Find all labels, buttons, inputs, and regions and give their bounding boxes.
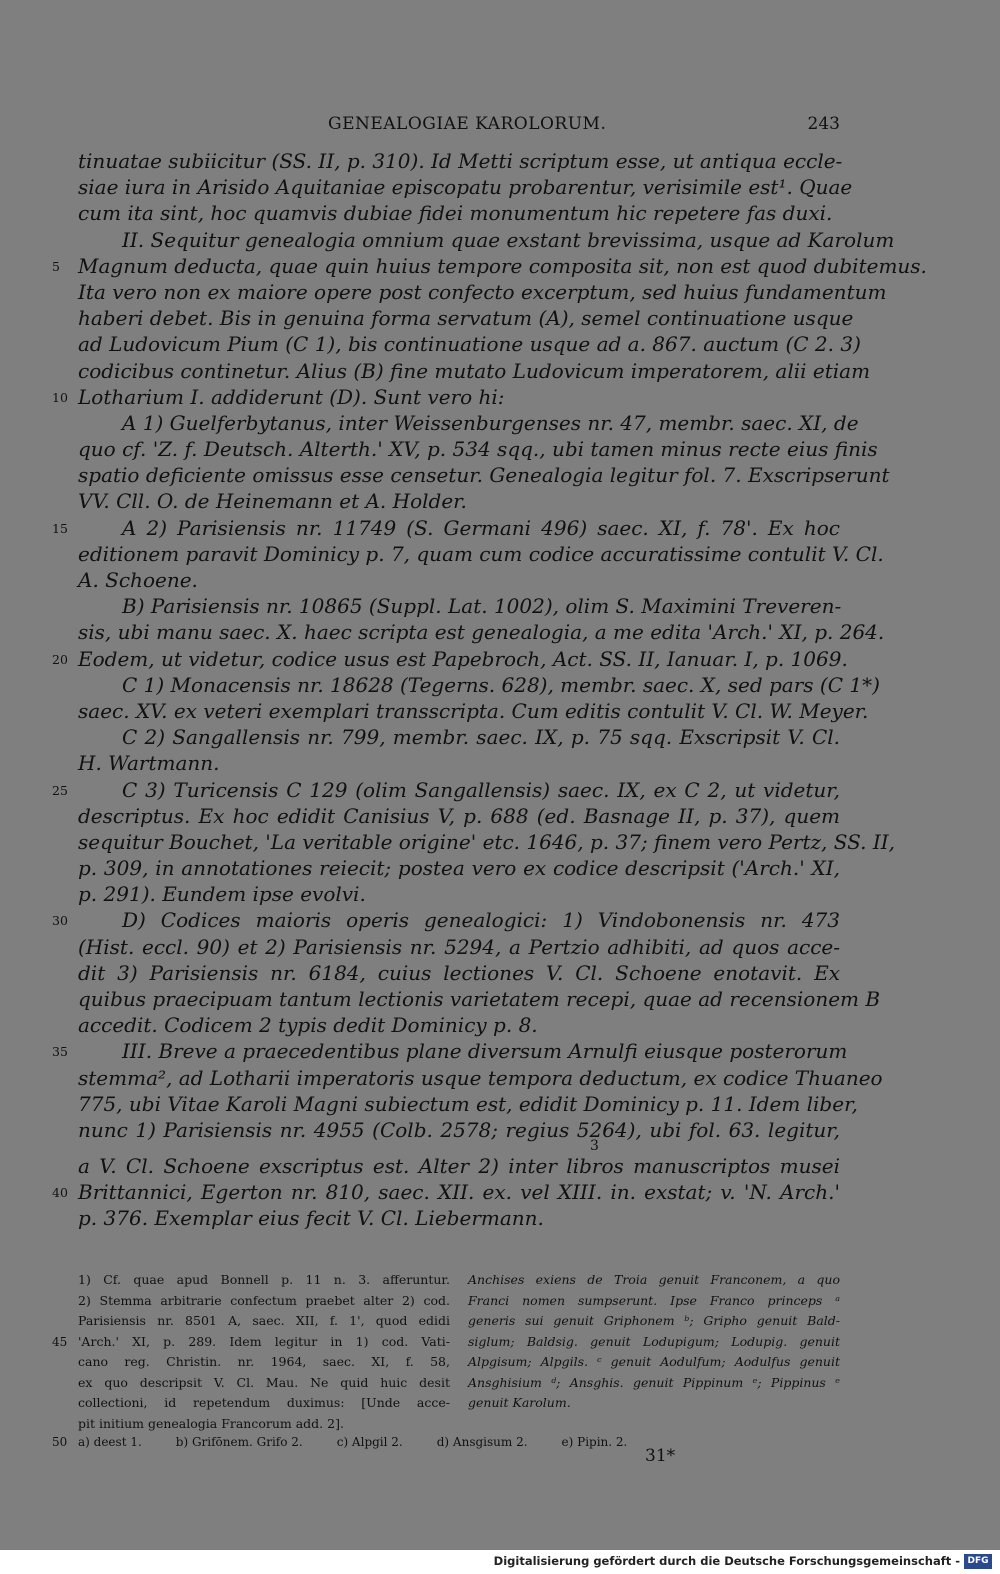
text-line (52, 907, 840, 933)
footnotes-right-column (468, 1270, 840, 1414)
footnote-text: 2) Stemma arbitrarie confectum praebet alter 2) cod. (78, 1292, 450, 1308)
text-line (78, 960, 840, 986)
text-line (78, 541, 884, 567)
line-number: 10 (52, 389, 68, 405)
genealogy-line (468, 1311, 840, 1332)
line-number: 35 (52, 1044, 68, 1060)
line-text: descriptus. Ex hoc edidit Canisius V, p. 688 (ed. Basnage II, p. 37), quem (78, 803, 840, 828)
text-line (78, 567, 840, 593)
text-line (78, 724, 840, 750)
footnote-line (52, 1332, 450, 1353)
marginal-folio-mark: 3 (590, 1137, 599, 1154)
line-text: Magnum deducta, quae quin huius tempore composita sit, non est quod dubitemus. (78, 253, 927, 278)
footnote-text: ex quo descripsit V. Cl. Mau. Ne quid huic desit (78, 1374, 450, 1390)
genealogy-text: genuit Karolum. (468, 1395, 571, 1410)
header-title: GENEALOGIAE KAROLORUM. (328, 114, 607, 134)
text-line (78, 881, 840, 907)
line-number: 40 (52, 1185, 68, 1201)
line-text: Eodem, ut videtur, codice usus est Papebroch, Act. SS. II, Ianuar. I, p. 1069. (78, 646, 848, 671)
text-line (78, 200, 840, 226)
text-line (78, 934, 840, 960)
genealogy-line (468, 1332, 840, 1353)
footnote-text: collectioni, id repetendum duximus: [Unde acce- (78, 1395, 450, 1410)
footnotes (52, 1270, 840, 1431)
line-number: 45 (52, 1334, 68, 1349)
line-text: codicibus continetur. Alius (B) fine mutato Ludovicum imperatorem, alii etiam (78, 358, 871, 383)
footnote-line (78, 1311, 450, 1332)
line-text: Ita vero non ex maiore opere post confecto excerptum, sed huius fundamentum (78, 279, 887, 304)
text-line (52, 253, 927, 279)
text-line (78, 1065, 883, 1091)
line-number: 20 (52, 651, 68, 667)
text-line (78, 750, 840, 776)
text-line (78, 1153, 840, 1179)
text-line (78, 462, 890, 488)
line-text: stemma², ad Lotharii imperatoris usque tempora deductum, ex codice Thuaneo (78, 1065, 883, 1090)
text-line (78, 436, 878, 462)
main-text (52, 148, 927, 1232)
footnote-text: 1) Cf. quae apud Bonnell p. 11 n. 3. afferuntur. (78, 1272, 450, 1287)
genealogy-line (468, 1352, 840, 1373)
line-text: quibus praecipuam tantum lectionis varietatem recepi, quae ad recensionem B (78, 987, 881, 1011)
variant-item: a) deest 1. (78, 1435, 142, 1449)
genealogy-line (468, 1393, 840, 1414)
line-number: 15 (52, 520, 68, 536)
footer-bar (0, 1550, 1000, 1574)
line-text: accedit. Codicem 2 typis dedit Dominicy p. 8. (78, 1013, 538, 1038)
line-text: (Hist. eccl. 90) et 2) Parisiensis nr. 5294, a Pertzio adhibiti, ad quos acce- (78, 934, 840, 959)
line-text: p. 376. Exemplar eius fecit V. Cl. Liebermann. (78, 1206, 544, 1231)
variant-item: c) Alpgil 2. (336, 1435, 403, 1449)
line-number: 25 (52, 782, 68, 798)
line-text: siae iura in Arisido Aquitaniae episcopatu probarentur, verisimile est¹. Quae (78, 175, 853, 200)
signature-mark: 31* (645, 1446, 676, 1466)
text-line (78, 358, 871, 384)
line-text: A 1) Guelferbytanus, inter Weissenburgenses nr. 47, membr. saec. XI, de (122, 410, 859, 435)
line-text: p. 309, in annotationes reiecit; postea vero ex codice descripsit ('Arch.' XI, (78, 856, 840, 881)
footer-text: Digitalisierung gefördert durch die Deutsche Forschungsgemeinschaft - (493, 1554, 960, 1568)
text-line (78, 148, 843, 174)
footnotes-left-column (52, 1270, 450, 1434)
variant-item: d) Ansgisum 2. (436, 1435, 528, 1449)
text-line (78, 698, 869, 724)
line-text: A 2) Parisiensis nr. 11749 (S. Germani 496) saec. XI, f. 78'. Ex hoc (122, 515, 840, 540)
text-line (78, 227, 895, 253)
line-text: D) Codices maioris operis genealogici: 1) Vindobonensis nr. 473 (122, 908, 840, 933)
genealogy-line (468, 1270, 840, 1291)
line-text: tinuatae subiicitur (SS. II, p. 310). Id Metti scriptum esse, ut antiqua eccle- (78, 149, 843, 173)
line-text: nunc 1) Parisiensis nr. 4955 (Colb. 2578; regius 5264), ubi fol. 63. legitur, (78, 1117, 840, 1142)
text-line (78, 1091, 858, 1117)
text-line (52, 777, 840, 803)
line-text: editionem paravit Dominicy p. 7, quam cum codice accuratissime contulit V. Cl. (78, 541, 884, 566)
text-line (78, 174, 853, 200)
footnote-line (78, 1270, 450, 1291)
text-line (78, 855, 840, 881)
line-text: p. 291). Eundem ipse evolvi. (78, 882, 366, 907)
line-text: VV. Cll. O. de Heinemann et A. Holder. (78, 489, 467, 514)
variant-item: b) Grifōnem. Grifo 2. (175, 1435, 303, 1449)
genealogy-text: siglum; Baldsig. genuit Lodupigum; Lodupig. genuit (468, 1333, 840, 1349)
footnote-text: Parisiensis nr. 8501 A, saec. XII, f. 1', quod edidi (78, 1313, 450, 1328)
footnote-text: 'Arch.' XI, p. 289. Idem legitur in 1) cod. Vati- (78, 1333, 450, 1349)
text-line (52, 1179, 840, 1205)
text-line (78, 1205, 840, 1231)
genealogy-line (468, 1291, 840, 1312)
line-number: 50 (52, 1435, 68, 1449)
footnote-text: pit initium genealogia Francorum add. 2]. (78, 1415, 344, 1431)
line-text: II. Sequitur genealogia omnium quae exstant brevissima, usque ad Karolum (122, 227, 895, 252)
text-line (78, 803, 840, 829)
genealogy-text: Ansghisium ᵈ; Ansghis. genuit Pippinum ᵉ; Pippinus ᵉ (468, 1374, 840, 1390)
text-line (52, 1038, 848, 1064)
line-text: C 1) Monacensis nr. 18628 (Tegerns. 628), membr. saec. X, sed pars (C 1*) (122, 672, 880, 697)
line-text: 775, ubi Vitae Karoli Magni subiectum est, edidit Dominicy p. 11. Idem liber, (78, 1091, 858, 1116)
footnote-line (78, 1373, 450, 1394)
footnote-text: cano reg. Christin. nr. 1964, saec. XI, f. 58, (78, 1354, 450, 1369)
text-line (78, 672, 880, 698)
line-text: saec. XV. ex veteri exemplari transscripta. Cum editis contulit V. Cl. W. Meyer. (78, 698, 869, 723)
genealogy-text: generis sui genuit Griphonem ᵇ; Gripho genuit Bald- (468, 1313, 840, 1328)
line-text: haberi debet. Bis in genuina forma servatum (A), semel continuatione usque (78, 306, 854, 331)
text-line (78, 829, 895, 855)
line-text: cum ita sint, hoc quamvis dubiae fidei monumentum hic repetere fas duxi. (78, 201, 833, 226)
line-text: B) Parisiensis nr. 10865 (Suppl. Lat. 1002), olim S. Maximini Treveren- (122, 594, 842, 619)
footnote-line (78, 1352, 450, 1373)
line-text: a V. Cl. Schoene exscriptus est. Alter 2) inter libros manuscriptos musei (78, 1153, 840, 1178)
genealogy-text: Franci nomen sumpserunt. Ipse Franco princeps ᵃ (468, 1292, 840, 1308)
text-line (78, 488, 840, 514)
footnote-line (78, 1393, 450, 1414)
footnote-line (78, 1291, 450, 1312)
text-line (78, 331, 861, 357)
variant-item: e) Pipin. 2. (561, 1435, 628, 1449)
running-header (0, 114, 1000, 138)
footnote-line (78, 1414, 450, 1435)
text-line (78, 986, 881, 1012)
genealogy-text: Alpgisum; Alpgils. ᶜ genuit Aodulfum; Aodulfus genuit (468, 1354, 840, 1369)
genealogy-line (468, 1373, 840, 1394)
line-text: H. Wartmann. (78, 751, 220, 776)
text-line (52, 515, 840, 541)
text-line (78, 619, 885, 645)
line-text: spatio deficiente omissus esse censetur. Genealogia legitur fol. 7. Exscripserunt (78, 463, 890, 488)
line-text: quo cf. 'Z. f. Deutsch. Alterth.' XV, p. 534 sqq., ubi tamen minus recte eius finis (78, 437, 878, 462)
line-text: C 2) Sangallensis nr. 799, membr. saec. IX, p. 75 sqq. Exscripsit V. Cl. (122, 725, 840, 750)
line-text: sis, ubi manu saec. X. haec scripta est genealogia, a me edita 'Arch.' XI, p. 264. (78, 620, 885, 645)
line-text: sequitur Bouchet, 'La veritable origine' etc. 1646, p. 37; finem vero Pertz, SS. II, (78, 829, 895, 854)
line-text: A. Schoene. (78, 568, 198, 592)
line-text: ad Ludovicum Pium (C 1), bis continuatione usque ad a. 867. auctum (C 2. 3) (78, 332, 861, 357)
text-line (78, 279, 887, 305)
line-text: III. Breve a praecedentibus plane diversum Arnulfi eiusque posterorum (122, 1039, 848, 1064)
line-text: Brittannici, Egerton nr. 810, saec. XII. ex. vel XIII. in. exstat; v. 'N. Arch.' (78, 1180, 840, 1205)
line-number: 30 (52, 913, 68, 929)
text-line (52, 384, 840, 410)
text-line (78, 1117, 840, 1153)
line-text: C 3) Turicensis C 129 (olim Sangallensis) saec. IX, ex C 2, ut videtur, (122, 777, 840, 802)
line-text: Lotharium I. addiderunt (D). Sunt vero hi: (78, 384, 505, 409)
line-text: dit 3) Parisiensis nr. 6184, cuius lectiones V. Cl. Schoene enotavit. Ex (78, 960, 840, 985)
text-line (78, 1012, 840, 1038)
genealogy-text: Anchises exiens de Troia genuit Franconem, a quo (468, 1272, 840, 1287)
text-line (78, 593, 840, 619)
text-line (52, 646, 848, 672)
page-number: 243 (807, 114, 840, 134)
text-line (78, 305, 854, 331)
line-number: 5 (52, 258, 60, 274)
text-line (78, 410, 859, 436)
dfg-logo: DFG (964, 1554, 992, 1569)
